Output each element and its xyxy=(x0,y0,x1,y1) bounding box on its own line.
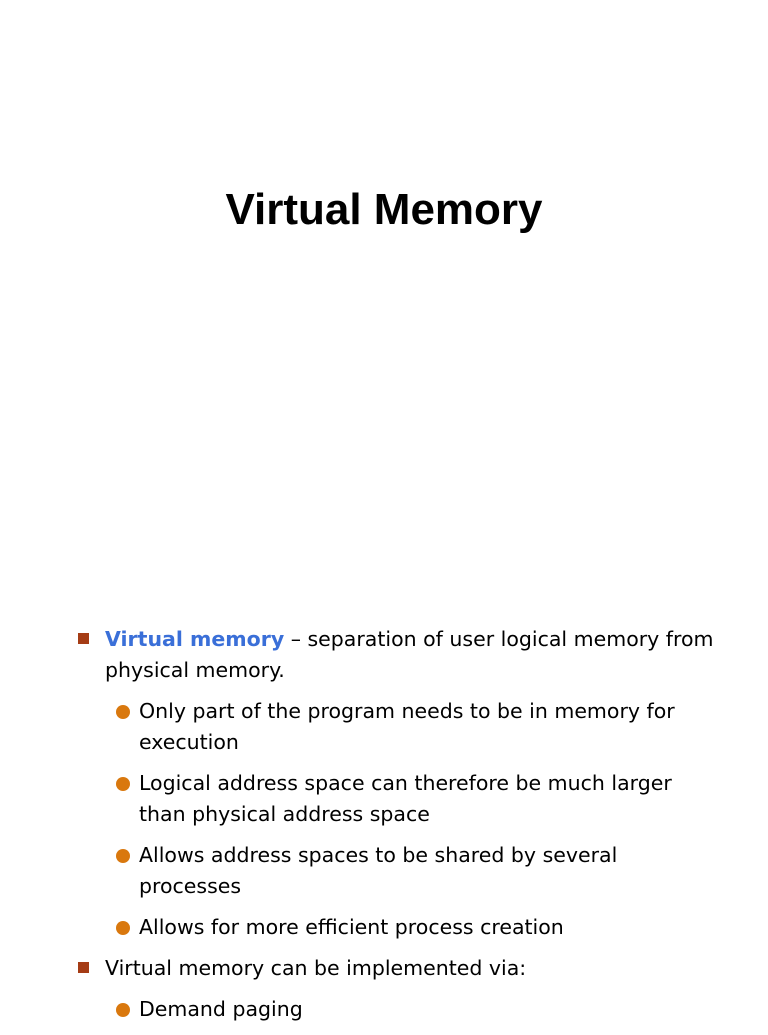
round-bullet-icon xyxy=(116,849,130,863)
sub-bullet-text: Logical address space can therefore be much larger than physical address space xyxy=(139,771,672,826)
square-bullet-icon xyxy=(78,633,89,644)
square-bullet-icon xyxy=(78,962,89,973)
bullet-text: Virtual memory can be implemented via: xyxy=(105,956,527,980)
sub-bullet xyxy=(76,768,716,830)
sub-bullet xyxy=(76,912,716,943)
highlighted-term: Virtual memory xyxy=(105,627,285,651)
round-bullet-icon xyxy=(116,705,130,719)
round-bullet-icon xyxy=(116,777,130,791)
bullet-text: – separation of user logical memory from physical memory. xyxy=(105,627,714,682)
sub-bullet xyxy=(76,840,716,902)
slide-title: Virtual Memory xyxy=(225,185,543,234)
sub-bullet-text: Allows for more efficient process creation xyxy=(139,915,564,939)
round-bullet-icon xyxy=(116,1003,130,1017)
sub-bullet-text: Allows address spaces to be shared by several processes xyxy=(139,843,618,898)
bullet-virtual-memory-definition xyxy=(76,624,716,686)
sub-bullet xyxy=(76,696,716,758)
bullet-implementation xyxy=(76,953,716,984)
bullet-list xyxy=(76,624,716,1035)
sub-bullet xyxy=(76,994,716,1025)
round-bullet-icon xyxy=(116,921,130,935)
sub-bullet-text: Only part of the program needs to be in memory for execution xyxy=(139,699,675,754)
sub-bullet-text: Demand paging xyxy=(139,997,303,1021)
